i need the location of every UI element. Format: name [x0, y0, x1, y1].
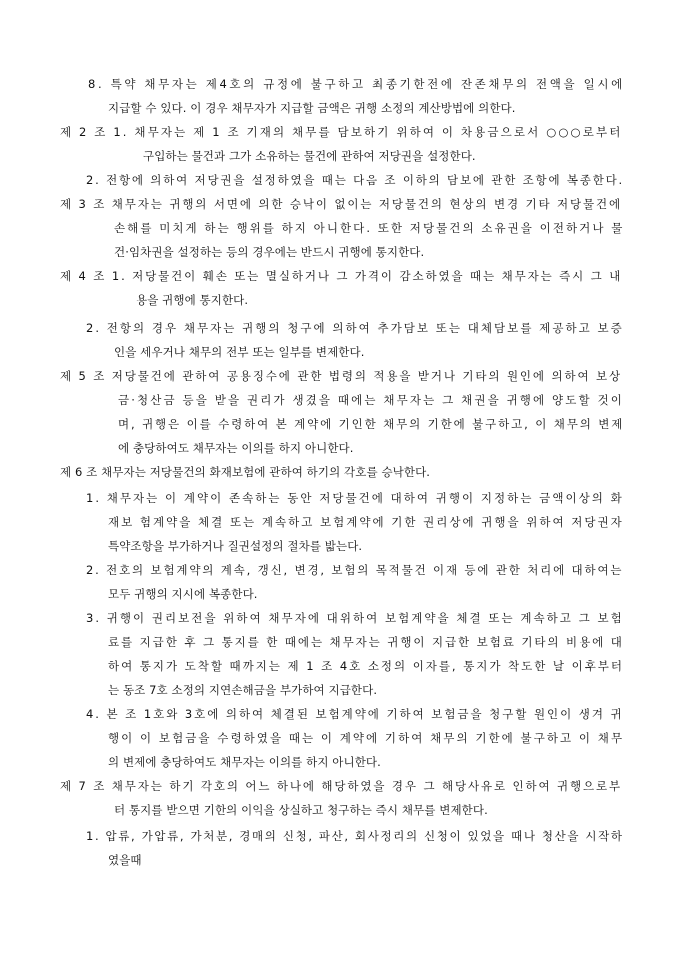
text-line: 구입하는 물건과 그가 소유하는 물건에 관하여 저당권을 설정한다.: [143, 149, 476, 163]
text-line: 재보 험계약을 체결 또는 계속하고 보험계약에 기한 권리상에 귀행을 위하여 저당권자: [108, 515, 624, 529]
text-line: 제 2 조 1. 채무자는 제 1 조 기재의 채무를 담보하기 위하여 이 차용금으로서 ○○○로부터: [60, 125, 623, 139]
text-line: 건·임차권을 설정하는 등의 경우에는 반드시 귀행에 통지한다.: [114, 245, 425, 259]
text-line: 료를 지급한 후 그 통지를 한 때에는 채무자는 귀행이 지급한 보험료 기타의 비용에 대: [108, 635, 624, 649]
text-line: 손해를 미치게 하는 행위를 하지 아니한다. 또한 저당물건의 소유권을 이전하거나 물: [114, 221, 625, 235]
text-line: 제 6 조 채무자는 저당물건의 화재보험에 관하여 하기의 각호를 승낙한다.: [60, 465, 431, 479]
text-line: 행이 이 보험금을 수령하였을 때는 이 계약에 기하여 채무의 기한에 불구하고 이 채무: [108, 731, 625, 745]
text-line: 2. 전항의 경우 채무자는 귀행의 청구에 의하여 추가담보 또는 대체담보를 제공하고 보증: [86, 321, 624, 335]
text-line: 의 변제에 충당하여도 채무자는 이의를 하지 아니한다.: [108, 755, 381, 769]
text-line: 였을때: [108, 853, 142, 867]
text-line: 2. 전항에 의하여 저당권을 설정하였을 때는 다음 조 이하의 담보에 관한 조항에 복종한다.: [86, 173, 625, 187]
text-line: 제 3 조 채무자는 귀행의 서면에 의한 승낙이 없이는 저당물건의 현상의 변경 기타 저당물건에: [60, 197, 622, 211]
text-line: 8. 특약 채무자는 제4호의 규정에 불구하고 최종기한전에 잔존채무의 전액을 일시에: [88, 77, 625, 91]
text-line: 금·청산금 등을 받을 권리가 생겼을 때에는 채무자는 그 채권을 귀행에 양도할 것이: [118, 393, 624, 407]
text-line: 4. 본 조 1호와 3호에 의하여 체결된 보험계약에 기하여 보험금을 청구할 원인이 생겨 귀: [86, 707, 624, 721]
text-line: 에 충당하여도 채무자는 이의를 하지 아니한다.: [118, 441, 354, 455]
text-line: 인을 세우거나 채무의 전부 또는 일부를 변제한다.: [114, 345, 365, 359]
text-line: 3. 귀행이 권리보전을 위하여 채무자에 대위하여 보험계약을 체결 또는 계속하고 그 보험: [86, 611, 624, 625]
text-line: 터 통지를 받으면 기한의 이익을 상실하고 청구하는 즉시 채무를 변제한다.: [114, 803, 488, 817]
text-line: 1. 압류, 가압류, 가처분, 경매의 신청, 파산, 회사정리의 신청이 있었을 때나 청산을 시작하: [86, 829, 624, 843]
text-line: 는 동조 7호 소정의 지연손해금을 부가하여 지급한다.: [108, 683, 378, 697]
text-line: 제 5 조 저당물건에 관하여 공용징수에 관한 법령의 적용을 받거나 기타의 원인에 의하여 보상: [60, 369, 622, 383]
text-line: 특약조항을 부가하거나 질권설정의 절차를 밟는다.: [108, 539, 363, 553]
text-line: 1. 채무자는 이 계약이 존속하는 동안 저당물건에 대하여 귀행이 지정하는 금액이상의 화: [86, 491, 624, 505]
text-line: 하여 통지가 도착할 때까지는 제 1 조 4호 소정의 이자를, 통지가 착도한 날 이후부터: [108, 659, 624, 673]
text-line: 제 4 조 1. 저당물건이 훼손 또는 멸실하거나 그 가격이 감소하였을 때는 채무자는 즉시 그 내: [60, 269, 623, 283]
text-line: 제 7 조 채무자는 하기 각호의 어느 하나에 해당하였을 경우 그 해당사유로 인하여 귀행으로부: [60, 779, 622, 793]
text-line: 용을 귀행에 통지한다.: [136, 293, 249, 307]
text-line: 모두 귀행의 지시에 복종한다.: [108, 587, 258, 601]
text-line: 2. 전호의 보험계약의 계속, 갱신, 변경, 보험의 목적물건 이재 등에 관한 처리에 대하여는: [86, 563, 624, 577]
text-line: 지급할 수 있다. 이 경우 채무자가 지급할 금액은 귀행 소정의 계산방법에 의한다.: [108, 101, 516, 115]
text-line: 며, 귀행은 이를 수령하여 본 계약에 기인한 채무의 기한에 불구하고, 이 채무의 변제: [118, 417, 625, 431]
